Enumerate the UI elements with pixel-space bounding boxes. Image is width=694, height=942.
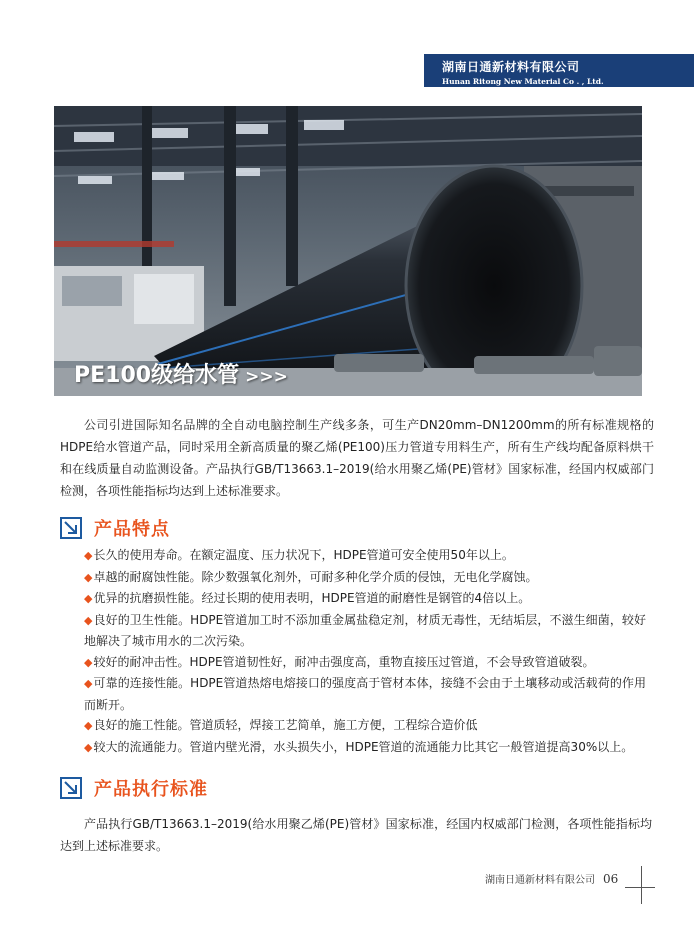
feature-text: 长久的使用寿命。在额定温度、压力状况下，HDPE管道可安全使用50年以上。 (93, 548, 514, 562)
product-title-text: PE100级给水管 (74, 363, 240, 388)
diamond-bullet-icon: ◆ (84, 549, 93, 562)
feature-text: 可靠的连接性能。HDPE管道热熔电熔接口的强度高于管材本体，接缝不会由于土壤移动或活载荷的作用而断开。 (84, 676, 646, 712)
pipe-illustration (54, 106, 642, 396)
title-arrows: >>> (245, 367, 288, 387)
diamond-bullet-icon: ◆ (84, 740, 93, 754)
diamond-bullet-icon: ◆ (84, 592, 93, 605)
product-title (74, 358, 288, 389)
feature-item (84, 610, 646, 652)
footer-company: 湖南日通新材料有限公司 (485, 875, 595, 886)
crop-mark-vertical (641, 866, 642, 904)
page-number: 06 (603, 872, 619, 886)
feature-text: 良好的卫生性能。HDPE管道加工时不添加重金属盐稳定剂，材质无毒性，无结垢层，不滋生细菌，较好地解决了城市用水的二次污染。 (84, 612, 646, 648)
diamond-bullet-icon: ◆ (84, 655, 93, 669)
feature-item (84, 567, 646, 589)
feature-text: 较大的流通能力。管道内壁光滑，水头损失小，HDPE管道的流通能力比其它一般管道提高30%以上。 (93, 739, 634, 754)
feature-text: 卓越的耐腐蚀性能。除少数强氧化剂外，可耐多种化学介质的侵蚀，无电化学腐蚀。 (93, 569, 538, 584)
feature-text: 良好的施工性能。管道质轻，焊接工艺简单，施工方便，工程综合造价低 (93, 718, 478, 732)
standard-paragraph: 产品执行GB/T13663.1–2019(给水用聚乙烯(PE)管材》国家标准，经国内权威部门检测，各项性能指标均达到上述标准要求。 (60, 817, 652, 853)
feature-item (84, 588, 646, 610)
company-name-en: Hunan Ritong New Material Co . , Ltd. (442, 77, 604, 86)
standard-heading (60, 774, 208, 802)
features-title: 产品特点 (94, 519, 170, 540)
section-arrow-icon (60, 777, 82, 799)
diamond-bullet-icon: ◆ (84, 570, 93, 584)
diamond-bullet-icon: ◆ (84, 613, 93, 627)
diamond-bullet-icon: ◆ (84, 677, 93, 690)
company-name-cn: 湖南日通新材料有限公司 (442, 60, 580, 74)
feature-item (84, 673, 646, 715)
crop-mark-horizontal (625, 887, 655, 888)
intro-paragraph: 公司引进国际知名品牌的全自动电脑控制生产线多条，可生产DN20mm–DN1200mm的所有标准规格的HDPE给水管道产品，同时采用全新高质量的聚乙烯(PE100)压力管道专用料生产，所有生产线均配备原料烘干和在线质量自动监测设备。产品执行GB/T13663.1–2019(给水用聚乙烯(PE)管材》国家标准，经国内权威部门检测，各项性能指标均达到上述标准要求。 (60, 418, 654, 498)
feature-text: 较好的耐冲击性。HDPE管道韧性好，耐冲击强度高，重物直接压过管道，不会导致管道破裂。 (93, 654, 595, 669)
standard-title: 产品执行标准 (94, 779, 208, 800)
section-arrow-icon (60, 517, 82, 539)
feature-text: 优异的抗磨损性能。经过长期的使用表明，HDPE管道的耐磨性是钢管的4倍以上。 (93, 591, 531, 605)
feature-item (84, 545, 646, 567)
page-footer (485, 871, 618, 886)
company-header-bar (424, 54, 694, 87)
feature-item (84, 715, 646, 737)
features-list (84, 545, 646, 758)
feature-item (84, 652, 646, 674)
hero-image (54, 106, 642, 396)
features-heading (60, 514, 170, 542)
diamond-bullet-icon: ◆ (84, 719, 93, 732)
feature-item (84, 737, 646, 759)
